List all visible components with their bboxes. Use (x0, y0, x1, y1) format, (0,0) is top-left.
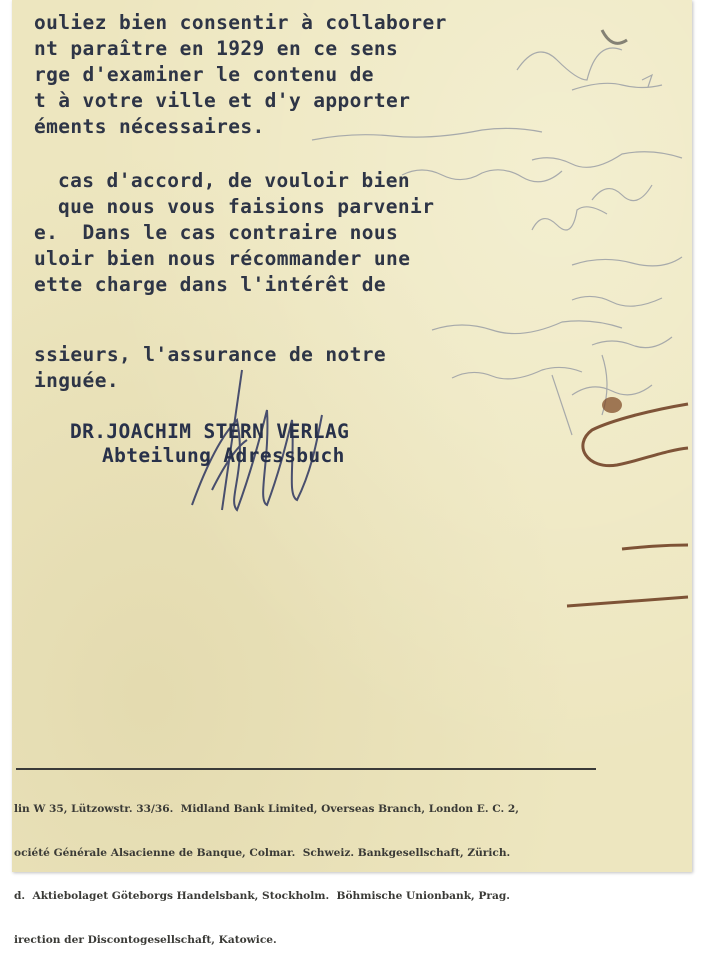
footer-line-3: d. Aktiebolaget Göteborgs Handelsbank, Stockholm. Böhmische Unionbank, Prag. (14, 890, 510, 902)
letter-line-10: ette charge dans l'intérêt de (34, 273, 387, 296)
bank-footer (14, 773, 614, 976)
letter-line-5: éments nécessaires. (34, 115, 265, 138)
letter-line-8: e. Dans le cas contraire nous (34, 221, 399, 244)
letter-line-12: inguée. (34, 369, 119, 392)
letter-page (12, 0, 692, 946)
letter-line-2: nt paraître en 1929 en ce sens (34, 37, 399, 60)
letter-line-1: ouliez bien consentir à collaborer (34, 11, 447, 34)
letter-line-7: que nous vous faisions parvenir (58, 195, 435, 218)
letter-line-11: ssieurs, l'assurance de notre (34, 343, 387, 366)
letter-line-3: rge d'examiner le contenu de (34, 63, 374, 86)
footer-line-1: lin W 35, Lützowstr. 33/36. Midland Bank Limited, Overseas Branch, London E. C. 2, (14, 803, 519, 815)
footer-line-4: irection der Discontogesellschaft, Katowice. (14, 933, 277, 946)
letter-line-9: uloir bien nous récommander une (34, 247, 411, 270)
letter-line-4: t à votre ville et d'y apporter (34, 89, 411, 112)
company-stamp: DR.JOACHIM STERN VERLAG (70, 420, 350, 443)
footer-divider (16, 768, 596, 770)
footer-line-2: ociété Générale Alsacienne de Banque, Colmar. Schweiz. Bankgesellschaft, Zürich. (14, 846, 511, 859)
department-stamp: Abteilung Adressbuch (102, 444, 345, 467)
letter-line-6: cas d'accord, de vouloir bien (58, 169, 411, 192)
